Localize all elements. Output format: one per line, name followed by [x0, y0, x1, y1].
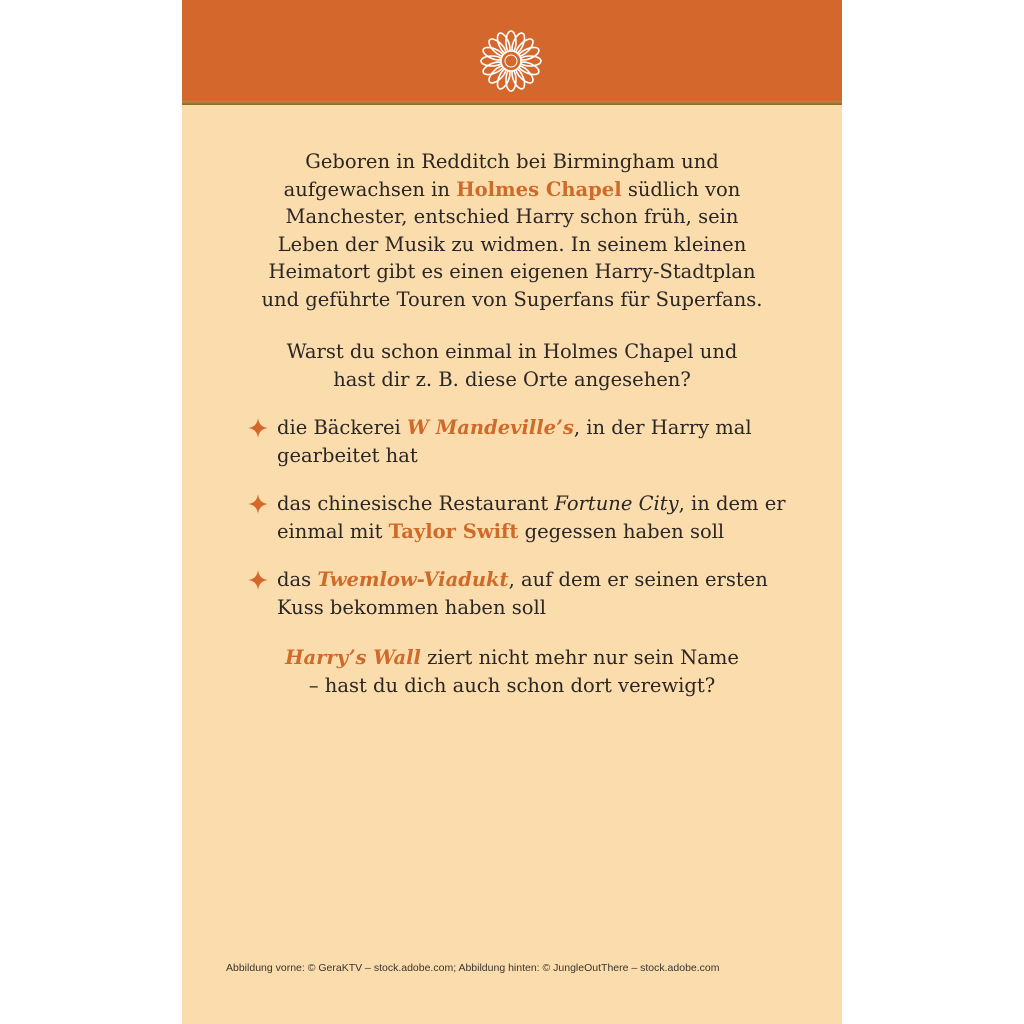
- intro-paragraph: [258, 148, 766, 313]
- bullet-text: , auf dem er seinen ersten Kuss bekommen haben soll: [277, 568, 768, 619]
- intro-highlight: Holmes Chapel: [456, 177, 622, 201]
- sunflower-icon: [480, 30, 542, 92]
- header-band: [182, 0, 842, 101]
- closing-highlight: Harry’s Wall: [285, 646, 421, 669]
- question-text: Warst du schon einmal in Holmes Chapel und hast dir z. B. diese Orte angesehen?: [286, 340, 738, 391]
- bullet-highlight: W Mandeville’s: [407, 416, 574, 439]
- bullet-item-viaduct: [277, 566, 797, 621]
- bullet-highlight: Taylor Swift: [388, 519, 519, 543]
- intro-text-1: Geboren in Redditch bei Birmingham und aufgewachsen in: [283, 150, 719, 201]
- question-paragraph: [286, 338, 738, 393]
- bullet-text: das: [277, 568, 318, 591]
- closing-text: ziert nicht mehr nur sein Name – hast du dich auch schon dort verewigt?: [308, 646, 739, 697]
- bullet-item-restaurant: [277, 490, 797, 545]
- four-point-star-icon: [248, 494, 268, 514]
- bullet-highlight: Twemlow-Viadukt: [317, 568, 509, 591]
- header-divider: [182, 101, 842, 105]
- book-back-cover: [182, 0, 842, 1024]
- bullet-text: die Bäckerei: [277, 416, 407, 439]
- bullet-text: , in dem er einmal mit: [277, 492, 786, 543]
- intro-text-2: südlich von Manchester, entschied Harry schon früh, sein Leben der Musik zu widmen. In seinem kleinen Heimatort gibt es einen eigenen Harry-Stadtplan und geführte Touren von Superfans für Superfans.: [261, 177, 763, 311]
- bullet-text: gegessen haben soll: [518, 519, 725, 543]
- image-credit: Abbildung vorne: © GeraKTV – stock.adobe.com; Abbildung hinten: © JungleOutThere – stock.adobe.com: [226, 962, 720, 974]
- bullet-item-bakery: [277, 414, 797, 469]
- bullet-text: das chinesische Restaurant: [277, 492, 555, 515]
- closing-paragraph: [282, 644, 742, 699]
- four-point-star-icon: [248, 570, 268, 590]
- four-point-star-icon: [248, 418, 268, 438]
- bullet-italic: Fortune City: [554, 492, 679, 515]
- bullet-text: , in der Harry mal gearbeitet hat: [277, 416, 752, 467]
